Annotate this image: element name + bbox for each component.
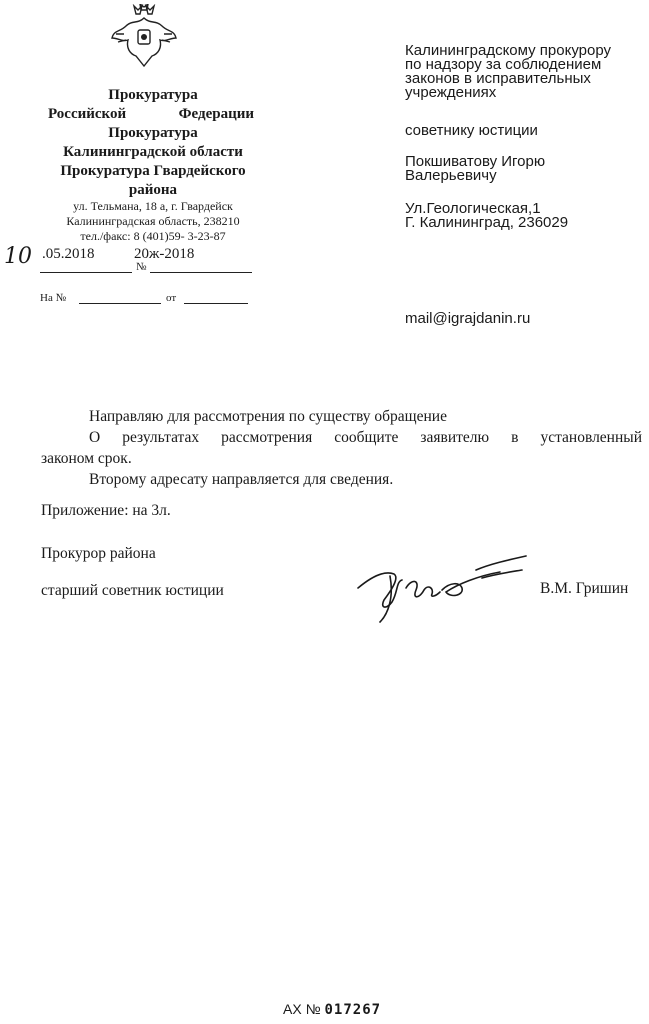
address-line: ул. Тельмана, 18 а, г. Гвардейск <box>73 199 233 213</box>
org-line: Прокуратура Гвардейского <box>60 163 246 179</box>
registration-date: .05.2018 <box>42 246 95 262</box>
recipient-rank: советнику юстиции <box>405 122 538 139</box>
recipient-email: mail@igrajdanin.ru <box>405 310 531 327</box>
number-sign: № <box>136 261 147 273</box>
recipient-address-line: Ул.Геологическая,1 <box>405 200 541 217</box>
paragraph-2: О результатах рассмотрения сообщите заявителю в установленный <box>89 429 642 446</box>
reference-underline <box>79 303 161 304</box>
date-underline <box>40 272 132 273</box>
recipient-name-line: Покшиватову Игорю <box>405 153 546 170</box>
serial-number: 017267 <box>324 1002 382 1018</box>
address-line: Калининградская область, 238210 <box>66 214 240 228</box>
recipient-name-line: Валерьевичу <box>405 167 497 184</box>
org-name <box>40 86 266 200</box>
reference-from-label: от <box>166 292 177 304</box>
number-underline <box>150 272 252 273</box>
paragraph-1: Направляю для рассмотрения по существу обращение <box>89 408 447 425</box>
signer-rank: старший советник юстиции <box>41 582 224 599</box>
recipient-line: Калининградскому прокурору <box>405 42 612 59</box>
recipient-address-line: Г. Калининград, 236029 <box>405 214 569 231</box>
recipient-title <box>405 44 645 100</box>
signer-name: В.М. Гришин <box>540 580 629 597</box>
address-line: тел./факс: 8 (401)59- 3-23-87 <box>80 229 226 243</box>
org-line <box>40 105 266 124</box>
coat-of-arms-icon <box>108 4 180 70</box>
signer-position: Прокурор района <box>41 545 156 562</box>
recipient-name <box>405 155 645 183</box>
org-line-part: Российской <box>48 106 127 122</box>
reference-date-underline <box>184 303 248 304</box>
org-line-part: Федерации <box>178 106 254 122</box>
handwritten-day: 10 <box>4 244 32 269</box>
org-line: района <box>128 182 178 198</box>
org-line: Прокуратура <box>108 125 198 141</box>
registration-number: 20ж-2018 <box>134 246 195 262</box>
recipient-address <box>405 202 645 230</box>
org-line: Калининградской области <box>63 144 243 160</box>
recipient-line: по надзору за соблюдением <box>405 56 602 73</box>
recipient-line: учреждениях <box>405 84 497 101</box>
signature-icon <box>350 548 530 628</box>
form-serial <box>283 1001 381 1018</box>
org-address <box>40 199 266 244</box>
letter-body <box>41 406 642 490</box>
paragraph-3: Второму адресату направляется для сведения. <box>89 471 394 488</box>
paragraph-2-continued: законом срок. <box>41 450 132 467</box>
serial-prefix: АХ № <box>283 1001 321 1017</box>
org-line: Прокуратура <box>108 87 198 103</box>
reference-label: На № <box>40 292 67 304</box>
attachment-note: Приложение: на 3л. <box>41 502 171 519</box>
recipient-line: законов в исправительных <box>405 70 591 87</box>
